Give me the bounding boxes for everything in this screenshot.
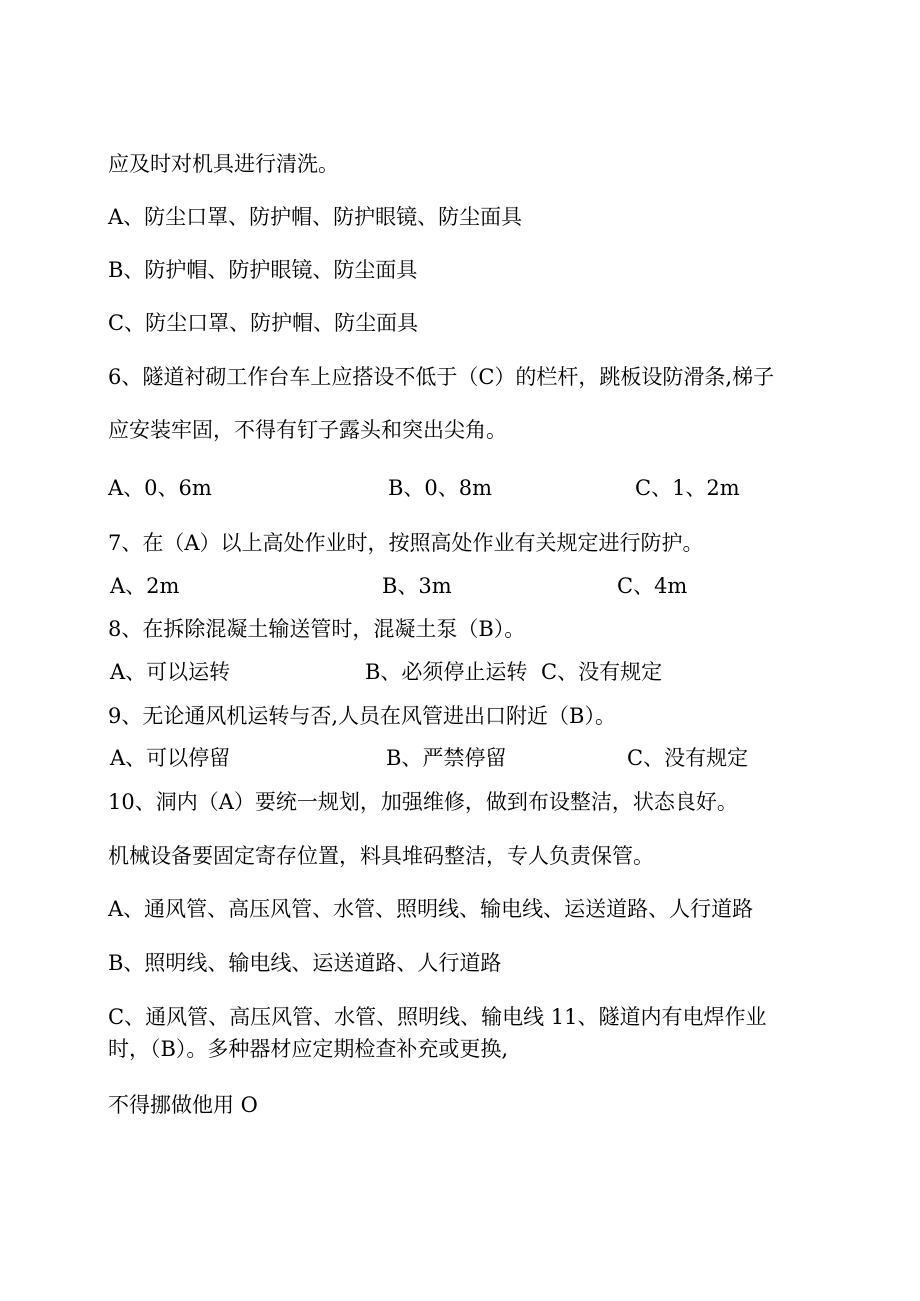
q7-option-a: A、2m xyxy=(110,574,180,598)
q8-option-a: A、可以运转 xyxy=(110,660,231,684)
q11-tail: 不得挪做他用 O xyxy=(108,1093,258,1117)
q9-option-a: A、可以停留 xyxy=(110,746,231,770)
q7-option-c: C、4m xyxy=(617,574,688,598)
q6-option-c: C、1、2m xyxy=(635,476,740,500)
q10-question: 10、洞内（A）要统一规划，加强维修，做到布设整洁，状态良好。 xyxy=(108,790,738,814)
q5-option-a: A、防尘口罩、防护帽、防护眼镜、防尘面具 xyxy=(108,205,523,229)
q10-question-cont: 机械设备要固定寄存位置，料具堆码整洁，专人负责保管。 xyxy=(108,844,654,868)
q10-option-b: B、照明线、输电线、运送道路、人行道路 xyxy=(108,951,502,975)
q8-option-c: C、没有规定 xyxy=(541,660,663,684)
q11-question-cont: 时，（B）。多种器材应定期检查补充或更换, xyxy=(108,1037,509,1061)
q10-option-a: A、通风管、高压风管、水管、照明线、输电线、运送道路、人行道路 xyxy=(108,897,754,921)
q5-option-b: B、防护帽、防护眼镜、防尘面具 xyxy=(108,258,418,282)
q6-question-cont: 应安装牢固，不得有钉子露头和突出尖角。 xyxy=(108,418,507,442)
q9-option-c: C、没有规定 xyxy=(627,746,749,770)
q9-question: 9、无论通风机运转与否,人员在风管进出口附近（B）。 xyxy=(108,704,616,728)
q7-option-b: B、3m xyxy=(382,574,452,598)
q5-option-c: C、防尘口罩、防护帽、防尘面具 xyxy=(108,311,419,335)
text-line-cleaning: 应及时对机具进行清洗。 xyxy=(108,152,339,176)
q6-option-a: A、0、6m xyxy=(108,476,212,500)
q6-question: 6、隧道衬砌工作台车上应搭设不低于（C）的栏杆，跳板设防滑条,梯子 xyxy=(108,365,775,389)
q7-question: 7、在（A）以上高处作业时，按照高处作业有关规定进行防护。 xyxy=(108,531,704,555)
q10-option-c: C、通风管、高压风管、水管、照明线、输电线 11、隧道内有电焊作业 xyxy=(108,1005,767,1029)
q9-option-b: B、严禁停留 xyxy=(386,746,507,770)
q8-question: 8、在拆除混凝土输送管时，混凝土泵（B）。 xyxy=(108,617,526,641)
q8-option-b: B、必须停止运转 xyxy=(365,660,528,684)
q6-option-b: B、0、8m xyxy=(388,476,493,500)
